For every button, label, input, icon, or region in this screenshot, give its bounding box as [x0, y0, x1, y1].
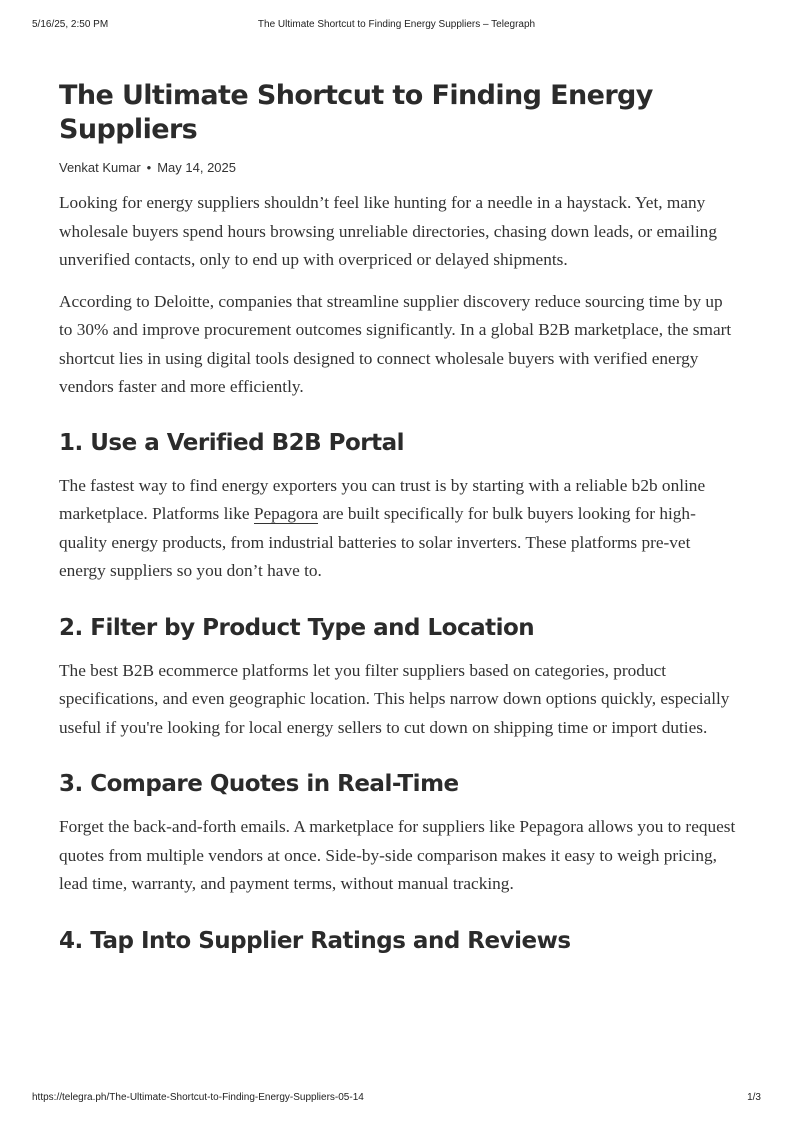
pepagora-link[interactable]: Pepagora — [253, 504, 319, 523]
print-datetime: 5/16/25, 2:50 PM — [32, 19, 109, 30]
print-footer — [32, 1092, 761, 1106]
print-page-title: The Ultimate Shortcut to Finding Energy Suppliers – Telegraph — [257, 19, 536, 30]
intro-paragraph: According to Deloitte, companies that streamline supplier discovery reduce sourcing time by up to 30% and improve procurement outcomes significantly. In a global B2B marketplace, the smart shortcut lies in using digital tools designed to connect wholesale buyers with verified energy vendors faster and more efficiently. — [59, 291, 732, 396]
section-text: are built specifically for bulk buyers looking for high-quality energy products, from industrial batteries to solar inverters. These platforms pre-vet energy suppliers so you don’t have to. — [59, 504, 696, 580]
byline-separator: • — [146, 160, 152, 175]
section-paragraph — [59, 472, 739, 586]
section-heading: 2. Filter by Product Type and Location — [59, 614, 535, 641]
section-heading: 3. Compare Quotes in Real-Time — [59, 771, 459, 797]
page-number: 1/3 — [747, 1092, 761, 1103]
byline — [59, 160, 739, 176]
article-title: The Ultimate Shortcut to Finding Energy Suppliers — [59, 80, 653, 145]
section-paragraph: The best B2B ecommerce platforms let you filter suppliers based on categories, product specifications, and even geographic location. This helps narrow down options quickly, especially useful if you're looking for local energy sellers to cut down on shipping time or import duties. — [59, 660, 730, 737]
intro-paragraph: Looking for energy suppliers shouldn’t feel like hunting for a needle in a haystack. Yet, many wholesale buyers spend hours browsing unreliable directories, chasing down leads, or emailing unverified contacts, only to end up with overpriced or delayed shipments. — [59, 193, 717, 269]
print-url: https://telegra.ph/The-Ultimate-Shortcut-to-Finding-Energy-Suppliers-05-14 — [32, 1092, 364, 1103]
section-text: The fastest way to find energy exporters you can trust is by starting with a reliable b2b online marketplace. Platforms like — [59, 475, 706, 523]
section-heading: 4. Tap Into Supplier Ratings and Reviews — [59, 927, 571, 954]
section-heading: 1. Use a Verified B2B Portal — [59, 429, 405, 456]
publish-date: May 14, 2025 — [157, 160, 236, 175]
print-header — [32, 19, 761, 33]
section-paragraph: Forget the back-and-forth emails. A marketplace for suppliers like Pepagora allows you to request quotes from multiple vendors at once. Side-by-side comparison makes it easy to weigh pricing, lead time, warranty, and payment terms, without manual tracking. — [59, 817, 736, 893]
author-name[interactable]: Venkat Kumar — [59, 160, 141, 175]
article — [59, 79, 739, 956]
